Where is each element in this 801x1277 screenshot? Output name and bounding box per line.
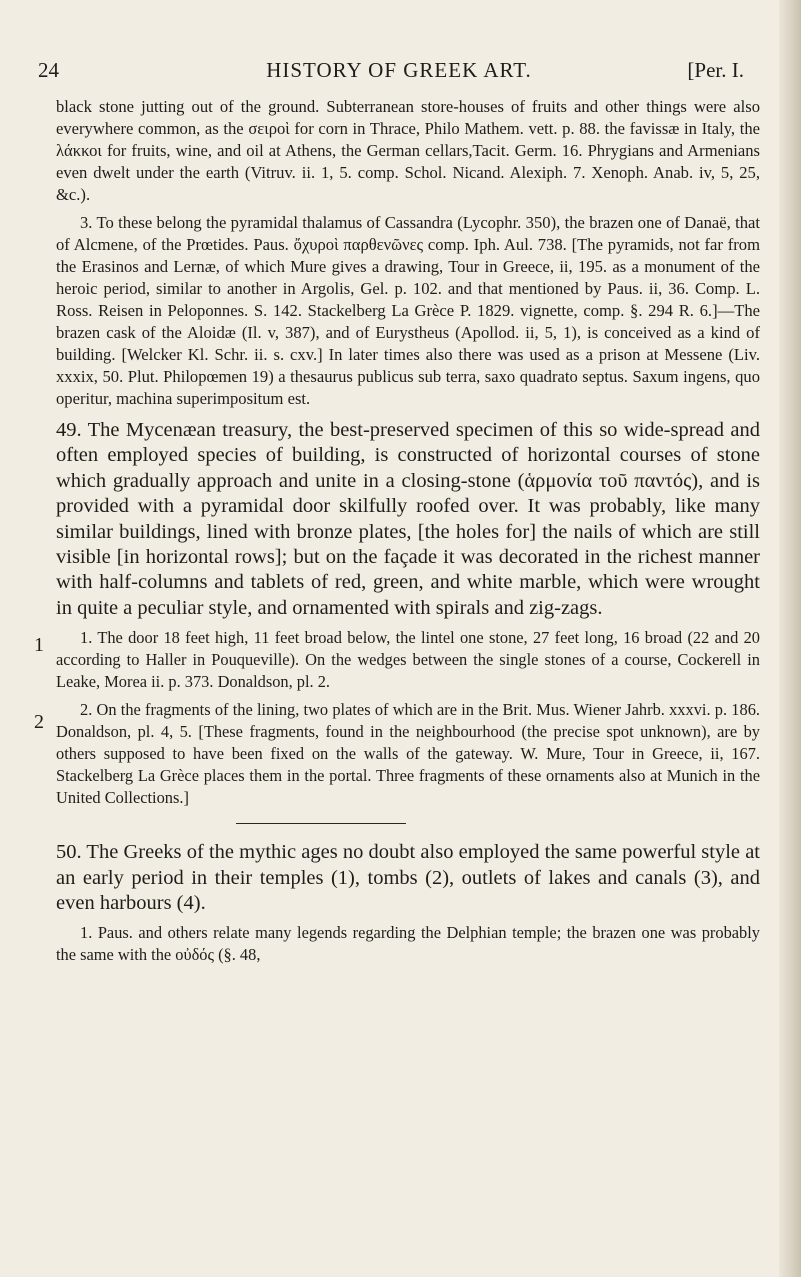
section-50-paragraph: 50. The Greeks of the mythic ages no doubt also employed the same powerful style at an early period in their temples (1), tombs (2), outlets of lakes and canals (3), and even harbours (4). (56, 841, 760, 915)
section-reference: [Per. I. (687, 58, 744, 82)
section-divider (236, 823, 406, 824)
text-block (56, 96, 760, 966)
continued-note: black stone jutting out of the ground. Subterranean store-houses of fruits and other things were also everywhere common, as the σειροὶ for corn in Thrace, Philo Mathem. vett. p. 88. the favissæ in Italy, the λάκκοι for fruits, wine, and oil at Athens, the German cellars,Tacit. Germ. 16. Phrygians and Armenians even dwelt under the earth (Vitruv. ii. 1, 5. comp. Schol. Nicand. Alexiph. 7. Xenoph. Anab. iv, 5, 25, &c.). (56, 97, 760, 204)
page-edge-shadow (779, 0, 801, 1277)
section-49-paragraph: 49. The Mycenæan treasury, the best-preserved specimen of this so wide-spread and often employed species of building, is constructed of horizontal courses of stone which gradually approach and unite in a closing-stone (ἁρμονία τοῦ παντός), and is provided with a pyramidal door skilfully roofed over. It was probably, like many similar buildings, lined with bronze plates, [the holes for] the nails of which are still visible [in horizontal rows]; but on the façade it was decorated in the richest manner with half-columns and tablets of red, green, and white marble, which were wrought in quite a peculiar style, and ornamented with spirals and zig-zags. (56, 419, 760, 619)
margin-number-2: 2 (34, 711, 44, 733)
running-header (38, 58, 760, 88)
footnote-49-2: 2. On the fragments of the lining, two plates of which are in the Brit. Mus. Wiener Jahrb. xxxvi. p. 186. Donaldson, pl. 4, 5. [These fragments, found in the neighbourhood (the precise spot unknown), are by others supposed to have been fixed on the walls of the gateway. W. Mure, Tour in Greece, ii, 167. Stackelberg La Grèce places them in the portal. Three fragments of these ornaments also at Munich in the United Collections.] (56, 700, 760, 808)
footnote-49-1: 1. The door 18 feet high, 11 feet broad below, the lintel one stone, 27 feet long, 16 broad (22 and 20 according to Haller in Pouqueville). On the wedges between the single stones of a course, Cockerell in Leake, Morea ii. p. 373. Donaldson, pl. 2. (56, 628, 760, 692)
footnote-50-1: 1. Paus. and others relate many legends regarding the Delphian temple; the brazen one was probably the same with the οὐδός (§. 48, (56, 923, 760, 965)
page-number: 24 (38, 58, 59, 82)
margin-number-1: 1 (34, 634, 44, 656)
note-3: 3. To these belong the pyramidal thalamus of Cassandra (Lycophr. 350), the brazen one of Danaë, that of Alcmene, of the Prœtides. Paus. ὄχυροὶ παρθενῶνες comp. Iph. Aul. 738. [The pyramids, not far from the Erasinos and Lernæ, of which Mure gives a drawing, Tour in Greece, ii, 195. as a monument of the heroic period, similar to another in Argolis, Gel. p. 102. and that mentioned by Paus. ii, 36. Comp. L. Ross. Reisen in Peloponnes. S. 142. Stackelberg La Grèce P. 1829. vignette, comp. §. 294 R. 6.]—The brazen cask of the Aloidæ (Il. v, 387), and of Eurystheus (Apollod. ii, 5, 1), is conceived as a kind of building. [Welcker Kl. Schr. ii. s. cxv.] In later times also there was used as a prison at Messene (Liv. xxxix, 50. Plut. Philopœmen 19) a thesaurus publicus sub terra, saxo quadrato septus. Saxum ingens, quo operitur, machina superimpositum est. (56, 213, 760, 408)
running-title: HISTORY OF GREEK ART. (266, 58, 532, 82)
